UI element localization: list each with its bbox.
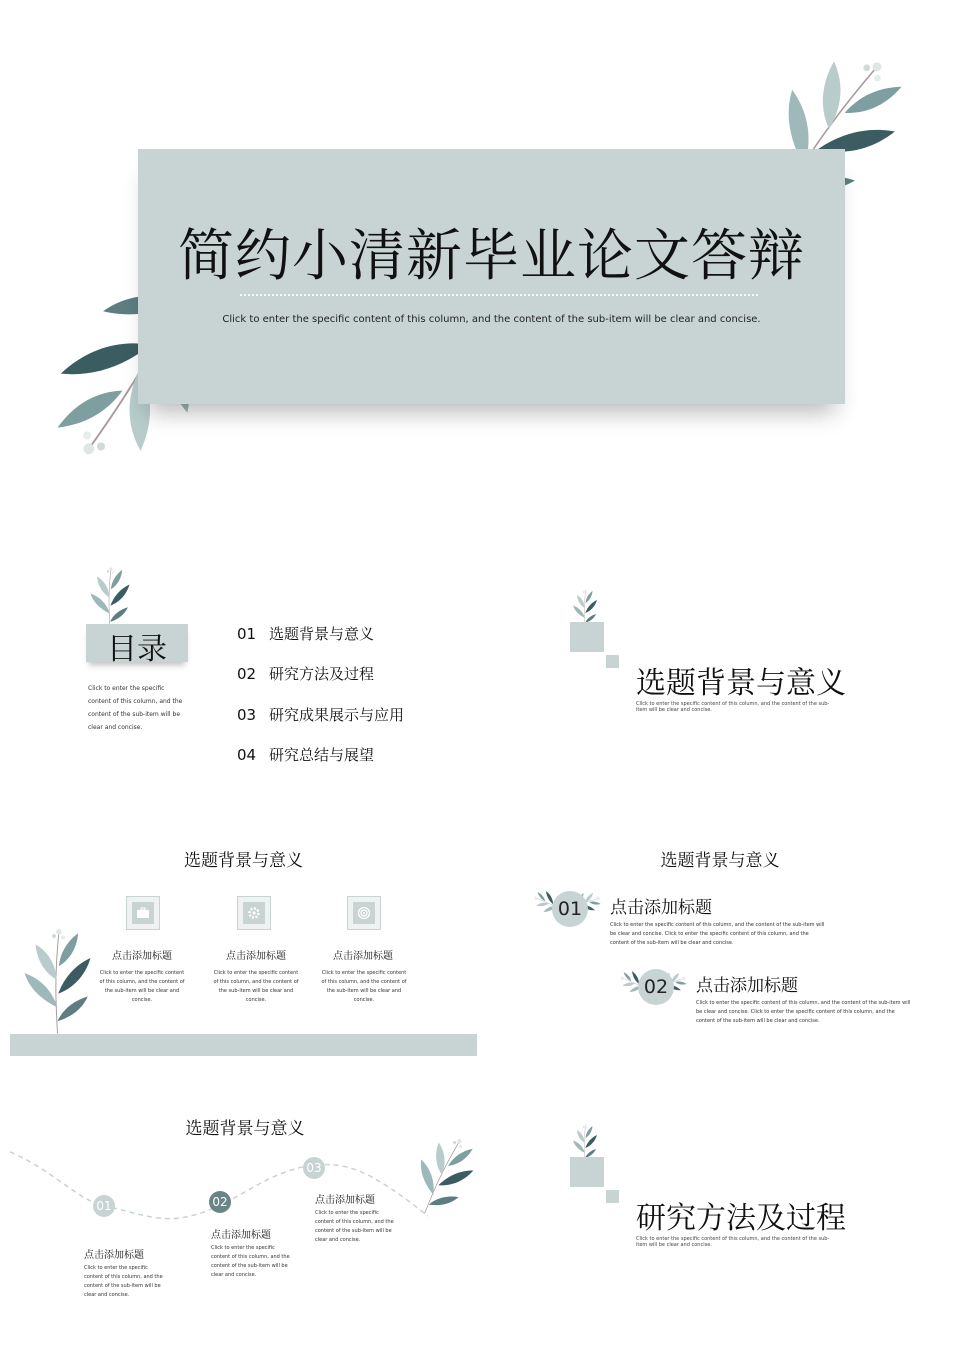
section-description: Click to enter the specific content of this column, and the content of the sub-item will be clear and concise. xyxy=(636,1236,830,1248)
section-square-small xyxy=(606,655,619,668)
toc-item-label: 研究成果展示与应用 xyxy=(269,706,405,724)
section-title: 研究方法及过程 xyxy=(636,1201,846,1236)
feature-description: Click to enter the specific content of this column, and the content of the sub-item will be clear and concise. xyxy=(213,970,299,1003)
step-description: Click to enter the specific content of this column, and the content of the sub-item will be clear and concise. xyxy=(211,1245,290,1278)
toc-item-4[interactable] xyxy=(237,744,374,765)
leaf-decoration xyxy=(410,1130,475,1220)
step-description: Click to enter the specific content of this column, and the content of the sub-item will be clear and concise. xyxy=(84,1265,163,1298)
gear-icon xyxy=(237,896,271,930)
toc-item-1[interactable] xyxy=(237,623,374,644)
step-description: Click to enter the specific content of this column, and the content of the sub-item will be clear and concise. xyxy=(315,1210,394,1243)
section-description: Click to enter the specific content of this column, and the content of the sub-item will be clear and concise. xyxy=(636,701,830,713)
slide-heading: 选题背景与意义 xyxy=(185,1119,305,1139)
step-circle: 01 xyxy=(93,1195,115,1217)
toc-item-number: 03 xyxy=(237,706,257,724)
section-square-small xyxy=(606,1190,619,1203)
feature-title: 点击添加标题 xyxy=(226,951,286,962)
toc-description: Click to enter the specific content of this column, and the content of the sub-item will be clear and concise. xyxy=(88,685,183,731)
cover-title: 简约小清新毕业论文答辩 xyxy=(178,224,805,289)
target-icon xyxy=(347,896,381,930)
toc-item-label: 研究方法及过程 xyxy=(269,665,375,683)
step-circle: 03 xyxy=(303,1157,325,1179)
feature-title: 点击添加标题 xyxy=(333,951,393,962)
footer-band xyxy=(10,1034,477,1056)
toc-item-number: 02 xyxy=(237,665,257,683)
toc-item-number: 01 xyxy=(237,625,257,643)
toc-item-number: 04 xyxy=(237,746,257,764)
item-description: Click to enter the specific content of this column, and the content of the sub-item will be clear and concise. Click to enter the specific content of this column, and the content of the sub-item will be clear and concise. xyxy=(696,1000,911,1024)
toc-item-label: 选题背景与意义 xyxy=(269,625,375,643)
toc-item-2[interactable] xyxy=(237,663,374,684)
cover-divider xyxy=(240,294,758,296)
number-circle: 02 xyxy=(638,969,674,1005)
number-circle: 01 xyxy=(552,891,588,927)
step-circle: 02 xyxy=(209,1191,231,1213)
feature-description: Click to enter the specific content of this column, and the content of the sub-item will be clear and concise. xyxy=(99,970,185,1003)
slide-heading: 选题背景与意义 xyxy=(660,851,780,871)
section-title: 选题背景与意义 xyxy=(636,666,846,701)
item-description: Click to enter the specific content of this column, and the content of the sub-item will be clear and concise. Click to enter the specific content of this column, and the content of the sub-item will be clear and concise. xyxy=(610,922,825,946)
section-square-large xyxy=(570,622,604,652)
step-title: 点击添加标题 xyxy=(84,1250,144,1261)
item-title: 点击添加标题 xyxy=(610,898,712,918)
toc-leaf-icon xyxy=(80,565,140,630)
step-title: 点击添加标题 xyxy=(315,1195,375,1206)
feature-title: 点击添加标题 xyxy=(112,951,172,962)
toc-item-label: 研究总结与展望 xyxy=(269,746,375,764)
toc-item-3[interactable] xyxy=(237,704,404,725)
feature-description: Click to enter the specific content of this column, and the content of the sub-item will be clear and concise. xyxy=(321,970,407,1003)
cover-subtitle: Click to enter the specific content of this column, and the content of the sub-item will be clear and concise. xyxy=(222,314,761,325)
toc-title: 目录 xyxy=(107,632,167,667)
slide-heading: 选题背景与意义 xyxy=(184,851,303,871)
section-square-large xyxy=(570,1157,604,1187)
step-title: 点击添加标题 xyxy=(211,1230,271,1241)
leaf-decoration xyxy=(15,925,100,1035)
briefcase-icon xyxy=(126,896,160,930)
item-title: 点击添加标题 xyxy=(696,976,798,996)
